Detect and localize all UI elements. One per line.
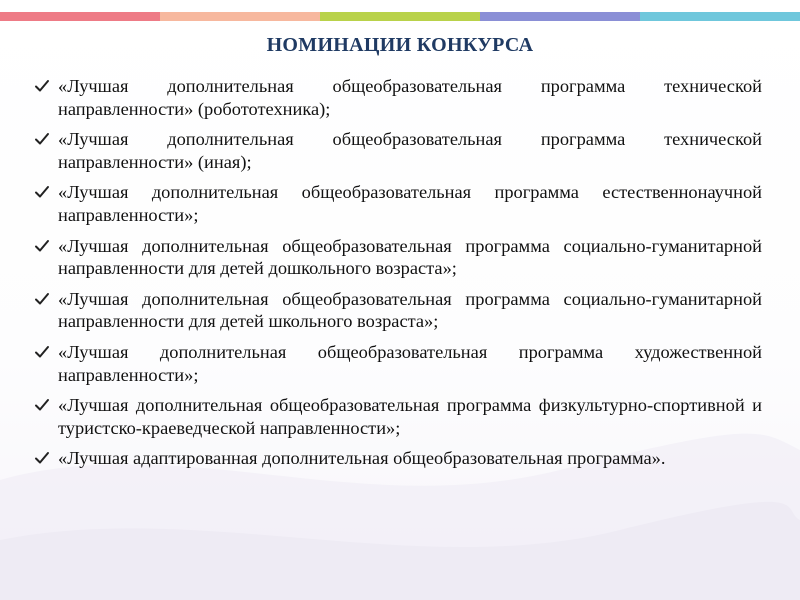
nomination-item [34, 394, 762, 439]
checkmark-icon [34, 131, 50, 147]
nomination-text: «Лучшая дополнительная общеобразовательная программа социально-гуманитарной направленности для детей школьного возраста»; [58, 288, 762, 332]
stripe-segment [160, 12, 320, 21]
nomination-text: «Лучшая дополнительная общеобразовательная программа естественнонаучной направленности»; [58, 182, 762, 225]
nomination-text: «Лучшая дополнительная общеобразовательная программа социально-гуманитарной направленности для детей дошкольного возраста»; [58, 235, 762, 279]
nomination-item [34, 235, 762, 280]
checkmark-icon [34, 344, 50, 360]
checkmark-icon [34, 397, 50, 413]
stripe-segment [640, 12, 800, 21]
checkmark-icon [34, 184, 50, 200]
checkmark-icon [34, 291, 50, 307]
nominations-list [34, 75, 762, 478]
nomination-item [34, 75, 762, 120]
nomination-item [34, 341, 762, 386]
stripe-segment [480, 12, 640, 21]
stripe-segment [320, 12, 480, 21]
nomination-text: «Лучшая дополнительная общеобразовательная программа технической направленности» (робототехника); [58, 76, 762, 119]
stripe-segment [0, 12, 160, 21]
nomination-text: «Лучшая дополнительная общеобразовательная программа физкультурно-спортивной и туристско-краеведческой направленности»; [58, 395, 762, 438]
checkmark-icon [34, 450, 50, 466]
checkmark-icon [34, 238, 50, 254]
nomination-item [34, 128, 762, 173]
slide-title: НОМИНАЦИИ КОНКУРСА [266, 34, 534, 56]
nomination-item [34, 288, 762, 333]
checkmark-icon [34, 78, 50, 94]
nomination-item [34, 447, 762, 470]
color-stripe-bar [0, 12, 800, 21]
nomination-text: «Лучшая адаптированная дополнительная общеобразовательная программа». [58, 448, 666, 469]
nomination-text: «Лучшая дополнительная общеобразовательная программа технической направленности» (иная); [58, 129, 762, 172]
nomination-item [34, 181, 762, 226]
nomination-text: «Лучшая дополнительная общеобразовательная программа художественной направленности»; [58, 341, 762, 385]
